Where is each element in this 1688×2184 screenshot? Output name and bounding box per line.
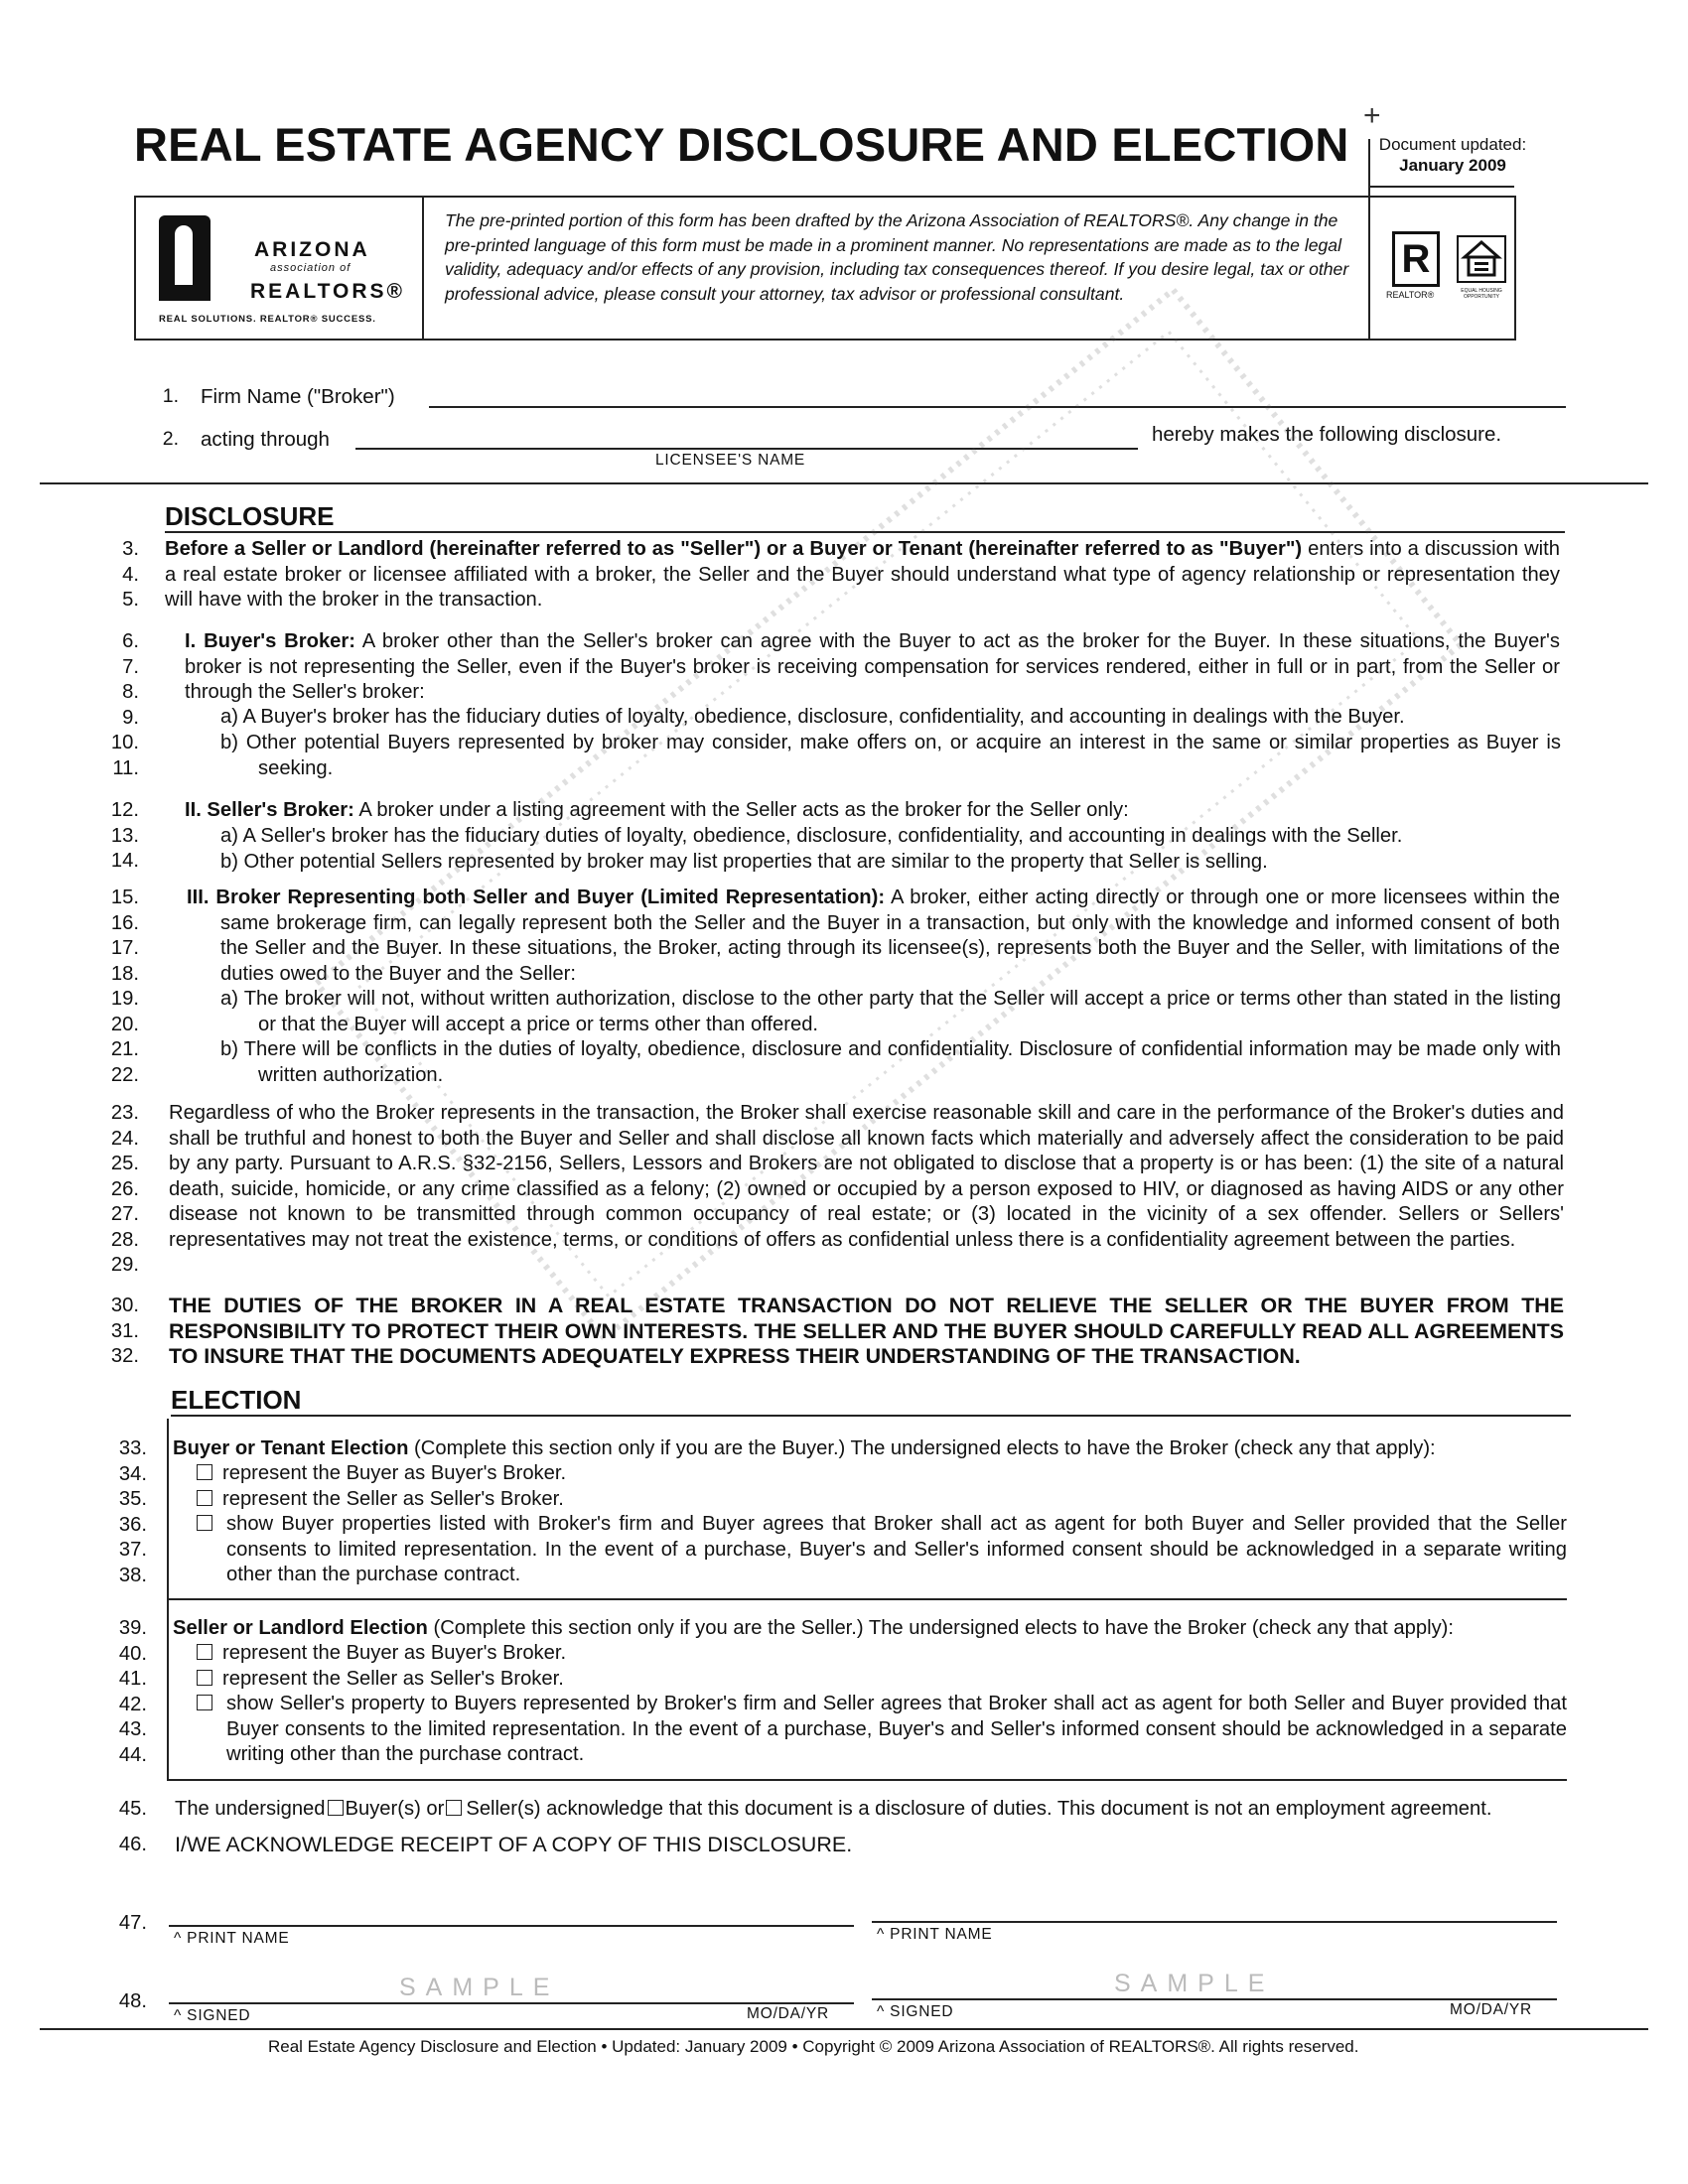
firm-name-field[interactable]	[429, 406, 1566, 408]
equal-housing-label: EQUAL HOUSING OPPORTUNITY	[1461, 288, 1502, 300]
line-numbers-6-11: 6. 7. 8. 9. 10. 11.	[110, 630, 139, 779]
date-caption: MO/DA/YR	[747, 2005, 830, 2022]
line-number: 48.	[118, 1990, 147, 2012]
seller-election-intro: Seller or Landlord Election (Complete this section only if you are the Seller.) The undersigned elects to have the Broker (check any that apply):	[173, 1617, 1454, 1639]
cactus-logo-icon	[159, 215, 211, 301]
equal-housing-icon	[1457, 235, 1506, 283]
dual-agency-b: b) There will be conflicts in the duties of loyalty, obedience, disclosure and confidentiality. Disclosure of confidential information may be made only with written authorization.	[220, 1038, 1561, 1086]
sample-stamp: SAMPLE	[1114, 1970, 1275, 1997]
checkbox[interactable]	[328, 1800, 344, 1816]
realtor-label: REALTOR®	[1386, 290, 1435, 300]
date-caption: MO/DA/YR	[1450, 2001, 1533, 2018]
checkbox[interactable]	[197, 1644, 212, 1660]
firm-name-label: Firm Name ("Broker")	[201, 385, 395, 408]
line-numbers-39-44: 39. 40. 41. 42. 43. 44.	[118, 1617, 147, 1766]
licensee-caption: LICENSEE'S NAME	[655, 452, 806, 469]
buyer-signature-field[interactable]	[169, 2002, 854, 2004]
header-divider-right	[1368, 139, 1370, 339]
buyer-option-1[interactable]: represent the Buyer as Buyer's Broker.	[197, 1461, 1567, 1487]
header-divider-top	[1368, 186, 1514, 188]
election-rule	[167, 1779, 1567, 1781]
line-numbers-15-22: 15. 16. 17. 18. 19. 20. 21. 22.	[110, 887, 139, 1086]
seller-print-name-field[interactable]	[872, 1921, 1557, 1923]
buyer-option-2[interactable]: represent the Seller as Seller's Broker.	[197, 1487, 1567, 1513]
line-numbers-30-32: 30. 31. 32.	[110, 1295, 139, 1367]
buyers-broker-section: I. Buyer's Broker: A broker other than the Seller's broker can agree with the Buyer to act as the broker for the Buyer. In these situations, the Buyer's broker is not representing the Seller, even if the Buyer's broker is receiving compensation for services rendered, either in full or in part, from the Seller or through the Seller's broker:	[185, 630, 1560, 703]
checkbox[interactable]	[197, 1670, 212, 1686]
line-numbers-33-38: 33. 34. 35. 36. 37. 38.	[118, 1437, 147, 1586]
heading-rule	[165, 531, 1565, 533]
updated-date: January 2009	[1399, 156, 1506, 175]
line-number: 45.	[118, 1798, 147, 1820]
disclosure-intro: Before a Seller or Landlord (hereinafter referred to as "Seller") or a Buyer or Tenant (hereinafter referred to as "Buyer") enters into a discussion with a real estate broker or licensee affiliated with a broker, the Seller and the Buyer should understand what type of agency relationship or representation they will have with the broker in the transaction.	[165, 538, 1560, 611]
logo-association: association of	[270, 262, 352, 274]
election-bracket	[167, 1600, 169, 1781]
broker-duties-paragraph: Regardless of who the Broker represents in the transaction, the Broker shall exercise reasonable skill and care in the performance of the Broker's duties and shall be truthful and honest to both the Buyer and Seller and shall disclose all known facts which materially and adversely affect the consideration to be paid by any party. Pursuant to A.R.S. §32-2156, Sellers, Lessors and Brokers are not obligated to disclose that a property is or has been: (1) the site of a natural death, suicide, homicide, or any crime classified as a felony; (2) owned or occupied by a person exposed to HIV, or diagnosed as having AIDS or any other disease not known to be transmitted through common occupancy of real estate; or (3) located in the vicinity of a sex offender. Sellers or Sellers' representatives may not treat the existence, terms, or conditions of offers as confidential unless there is a confidentiality agreement between the parties.	[169, 1102, 1564, 1251]
heading-rule	[171, 1415, 1571, 1417]
sample-stamp: SAMPLE	[399, 1974, 560, 2001]
registration-mark: +	[1363, 99, 1381, 132]
footer-copyright: Real Estate Agency Disclosure and Election • Updated: January 2009 • Copyright © 2009 Arizona Association of REALTORS®. All rights reserved.	[268, 2037, 1359, 2056]
line-numbers-23-29: 23. 24. 25. 26. 27. 28. 29.	[110, 1102, 139, 1276]
buyer-print-name-field[interactable]	[169, 1925, 854, 1927]
buyers-broker-a: a) A Buyer's broker has the fiduciary duties of loyalty, obedience, disclosure, confidentiality, and accounting in dealings with the Buyer.	[220, 706, 1405, 728]
page-title: REAL ESTATE AGENCY DISCLOSURE AND ELECTION	[134, 118, 1349, 171]
signed-caption: ^ SIGNED	[174, 2007, 251, 2024]
acknowledge-receipt: I/WE ACKNOWLEDGE RECEIPT OF A COPY OF THIS DISCLOSURE.	[175, 1833, 853, 1856]
line-number: 1.	[162, 385, 179, 407]
seller-option-3[interactable]: show Seller's property to Buyers represented by Broker's firm and Seller agrees that Broker shall act as agent for both Seller and Buyer provided that Buyer consents to the limited representation. In the event of a purchase, Buyer's and Seller's informed consent should be acknowledged in a separate writing other than the purchase contract.	[197, 1692, 1567, 1768]
updated-label: Document updated:	[1378, 135, 1527, 154]
checkbox[interactable]	[446, 1800, 462, 1816]
buyer-option-3[interactable]: show Buyer properties listed with Broker's firm and Buyer agrees that Broker shall act as agent for both Buyer and Seller provided that the Seller consents to limited representation. In the event of a purchase, Buyer's and Seller's informed consent should be acknowledged in a separate writing other than the purchase contract.	[197, 1512, 1567, 1588]
dual-agency-a: a) The broker will not, without written authorization, disclose to the other party that the Seller will accept a price or terms other than stated in the listing or that the Buyer will accept a price or terms other than offered.	[220, 988, 1561, 1035]
logo-realtors: REALTORS®	[250, 280, 406, 303]
responsibility-warning: THE DUTIES OF THE BROKER IN A REAL ESTATE TRANSACTION DO NOT RELIEVE THE SELLER OR THE BUYER FROM THE RESPONSIBILITY TO PROTECT THEIR OWN INTERESTS. THE SELLER AND THE BUYER SHOULD CAREFULLY READ ALL AGREEMENTS TO INSURE THAT THE DOCUMENTS ADEQUATELY EXPRESS THEIR UNDERSTANDING OF THE TRANSACTION.	[169, 1294, 1564, 1368]
seller-signature-field[interactable]	[872, 1998, 1557, 2000]
sellers-broker-section: II. Seller's Broker: A broker under a listing agreement with the Seller acts as the broker for the Seller only:	[185, 799, 1129, 821]
sellers-broker-a: a) A Seller's broker has the fiduciary duties of loyalty, obedience, disclosure, confidentiality, and accounting in dealings with the Seller.	[220, 825, 1403, 847]
buyers-broker-b: b) Other potential Buyers represented by broker may consider, make offers on, or acquire an interest in the same or similar properties as Buyer is seeking.	[220, 732, 1561, 779]
line-number: 47.	[118, 1912, 147, 1934]
checkbox[interactable]	[197, 1515, 212, 1531]
line-numbers-3-5: 3. 4. 5.	[122, 538, 139, 611]
acting-through-label: acting through	[201, 428, 330, 451]
seller-option-2[interactable]: represent the Seller as Seller's Broker.	[197, 1667, 1567, 1693]
seller-option-1[interactable]: represent the Buyer as Buyer's Broker.	[197, 1641, 1567, 1667]
print-name-caption: ^ PRINT NAME	[877, 1926, 993, 1943]
signed-caption: ^ SIGNED	[877, 2003, 954, 2020]
buyer-election-intro: Buyer or Tenant Election (Complete this section only if you are the Buyer.) The undersigned elects to have the Broker (check any that apply):	[173, 1437, 1436, 1459]
section-divider	[40, 482, 1648, 484]
checkbox[interactable]	[197, 1490, 212, 1506]
logo-tagline: REAL SOLUTIONS. REALTOR® SUCCESS.	[159, 314, 376, 325]
footer-divider	[40, 2028, 1648, 2030]
dual-agency-section: III. Broker Representing both Seller and Buyer (Limited Representation): A broker, either acting directly or through one or more licensees within the same brokerage firm, can legally represent both the Seller and the Buyer in a transaction, but only with the knowledge and informed consent of both the Seller and the Buyer. In these situations, the Broker, acting through its licensee(s), represents both the Buyer and the Seller, with limitations of the duties owed to the Buyer and the Seller:	[187, 887, 1560, 985]
realtor-r-icon: R	[1392, 231, 1440, 287]
acknowledge-duties: The undersigned Buyer(s) or Seller(s) acknowledge that this document is a disclosure of duties. This document is not an employment agreement.	[175, 1798, 1492, 1820]
header-divider	[422, 196, 424, 339]
print-name-caption: ^ PRINT NAME	[174, 1930, 290, 1947]
election-bracket	[167, 1419, 169, 1599]
sellers-broker-b: b) Other potential Sellers represented by broker may list properties that are similar to the property that Seller is selling.	[220, 851, 1268, 873]
preprinted-notice: The pre-printed portion of this form has been drafted by the Arizona Association of REALTORS®. Any change in the pre-printed language of this form must be made in a prominent manner. No representations are made as to the legal validity, adequacy and/or effects of any provision, including tax consequences thereof. If you desire legal, tax or other professional advice, please consult your attorney, tax advisor or professional consultant.	[445, 210, 1349, 304]
line-numbers-12-14: 12. 13. 14.	[110, 799, 139, 872]
checkbox[interactable]	[197, 1695, 212, 1710]
licensee-name-field[interactable]	[355, 448, 1138, 450]
disclosure-tail: hereby makes the following disclosure.	[1152, 423, 1502, 446]
checkbox[interactable]	[197, 1464, 212, 1480]
election-heading: ELECTION	[171, 1385, 302, 1415]
election-rule	[167, 1598, 1567, 1600]
document-updated	[1368, 134, 1537, 176]
logo-arizona: ARIZONA	[254, 238, 370, 261]
disclosure-heading: DISCLOSURE	[165, 501, 335, 531]
line-number: 46.	[118, 1834, 147, 1855]
line-number: 2.	[162, 428, 179, 450]
